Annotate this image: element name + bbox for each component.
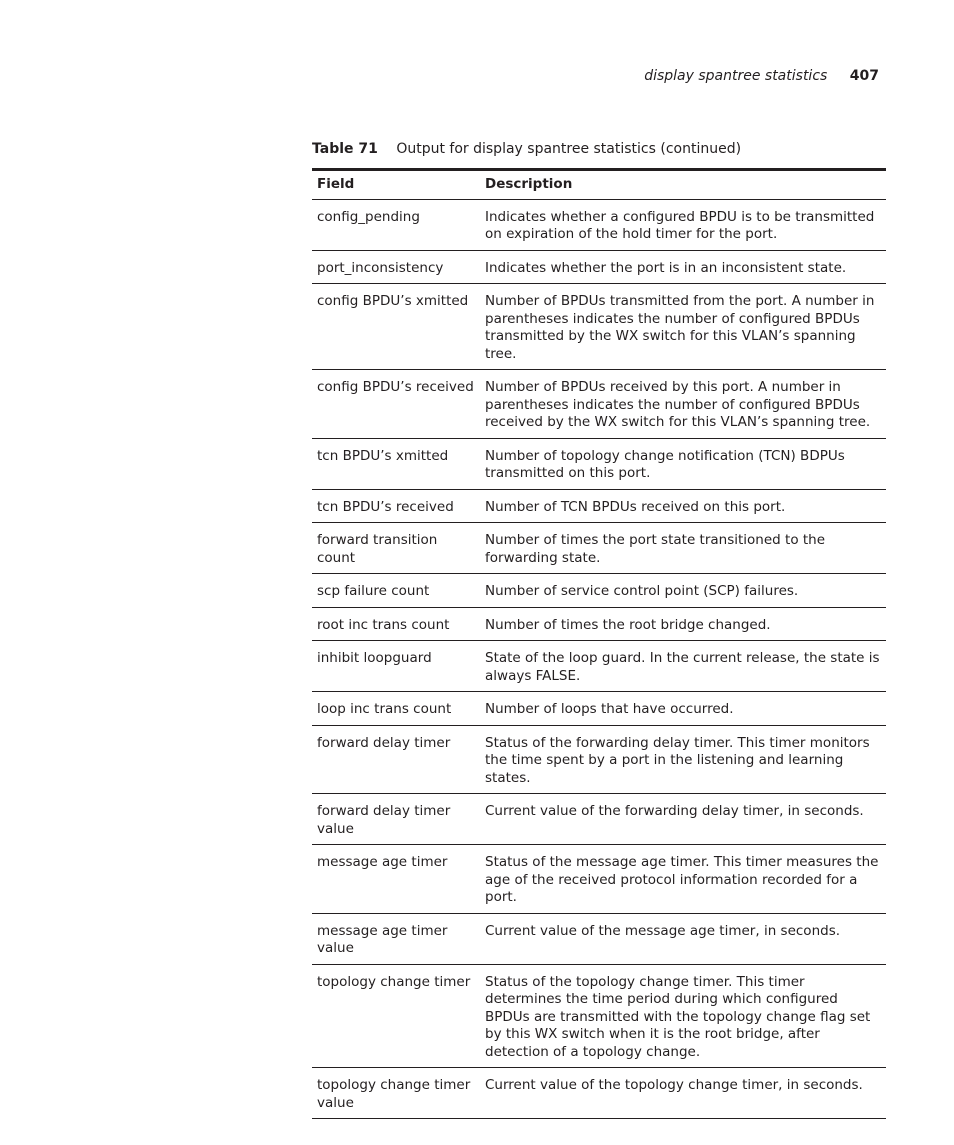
table-row [312, 574, 886, 608]
description-cell: Number of times the port state transitioned to the forwarding state. [480, 523, 886, 574]
field-cell: forward delay timer [312, 725, 480, 794]
field-cell: port_inconsistency [312, 250, 480, 284]
table-row [312, 964, 886, 1068]
table-row [312, 250, 886, 284]
field-cell: scp failure count [312, 574, 480, 608]
description-cell: Number of service control point (SCP) failures. [480, 574, 886, 608]
table-caption-label: Table 71 [312, 141, 378, 157]
table-row [312, 1068, 886, 1119]
description-cell: State of the loop guard. In the current release, the state is always FALSE. [480, 641, 886, 692]
running-header-section-title: display spantree statistics [644, 68, 828, 84]
description-cell: Status of the forwarding delay timer. This timer monitors the time spent by a port in the listening and learning states. [480, 725, 886, 794]
table-row [312, 641, 886, 692]
field-cell: config_pending [312, 199, 480, 250]
description-cell: Indicates whether a configured BPDU is to be transmitted on expiration of the hold timer for the port. [480, 199, 886, 250]
description-cell: Status of the topology change timer. This timer determines the time period during which configured BPDUs are transmitted with the topology change flag set by this WX switch when it is the root bridge, after detection of a topology change. [480, 964, 886, 1068]
field-cell: root inc trans count [312, 607, 480, 641]
description-cell: Current value of the forwarding delay timer, in seconds. [480, 794, 886, 845]
description-cell: Number of topology change notification (TCN) BDPUs transmitted on this port. [480, 438, 886, 489]
table-row [312, 692, 886, 726]
description-cell: Number of TCN BPDUs received on this port. [480, 489, 886, 523]
field-cell: topology change timer [312, 964, 480, 1068]
description-cell: Number of BPDUs received by this port. A number in parentheses indicates the number of configured BPDUs received by the WX switch for this VLAN’s spanning tree. [480, 370, 886, 439]
field-cell: message age timer value [312, 913, 480, 964]
table-header-row [312, 170, 886, 200]
table-row [312, 284, 886, 370]
table-row [312, 725, 886, 794]
field-cell: message age timer [312, 845, 480, 914]
field-cell: config BPDU’s xmitted [312, 284, 480, 370]
table-row [312, 438, 886, 489]
description-cell: Current value of the topology change timer, in seconds. [480, 1068, 886, 1119]
output-table [312, 168, 886, 1119]
description-cell: Number of loops that have occurred. [480, 692, 886, 726]
field-cell: loop inc trans count [312, 692, 480, 726]
field-cell: config BPDU’s received [312, 370, 480, 439]
table-row [312, 489, 886, 523]
table-row [312, 607, 886, 641]
field-cell: forward transition count [312, 523, 480, 574]
field-cell: tcn BPDU’s received [312, 489, 480, 523]
table-row [312, 794, 886, 845]
description-cell: Status of the message age timer. This timer measures the age of the received protocol information recorded for a port. [480, 845, 886, 914]
running-header [644, 67, 879, 85]
description-cell: Number of times the root bridge changed. [480, 607, 886, 641]
page-number: 407 [849, 68, 879, 84]
field-cell: forward delay timer value [312, 794, 480, 845]
table-row [312, 199, 886, 250]
field-cell: topology change timer value [312, 1068, 480, 1119]
table-body [312, 199, 886, 1119]
table-row [312, 523, 886, 574]
description-cell: Indicates whether the port is in an inconsistent state. [480, 250, 886, 284]
column-header-field: Field [312, 170, 480, 200]
table-row [312, 913, 886, 964]
table-caption [312, 140, 741, 158]
column-header-description: Description [480, 170, 886, 200]
table-row [312, 845, 886, 914]
field-cell: inhibit loopguard [312, 641, 480, 692]
table-caption-text: Output for display spantree statistics (continued) [396, 141, 742, 157]
description-cell: Number of BPDUs transmitted from the port. A number in parentheses indicates the number of configured BPDUs transmitted by the WX switch for this VLAN’s spanning tree. [480, 284, 886, 370]
description-cell: Current value of the message age timer, in seconds. [480, 913, 886, 964]
table-row [312, 370, 886, 439]
field-cell: tcn BPDU’s xmitted [312, 438, 480, 489]
